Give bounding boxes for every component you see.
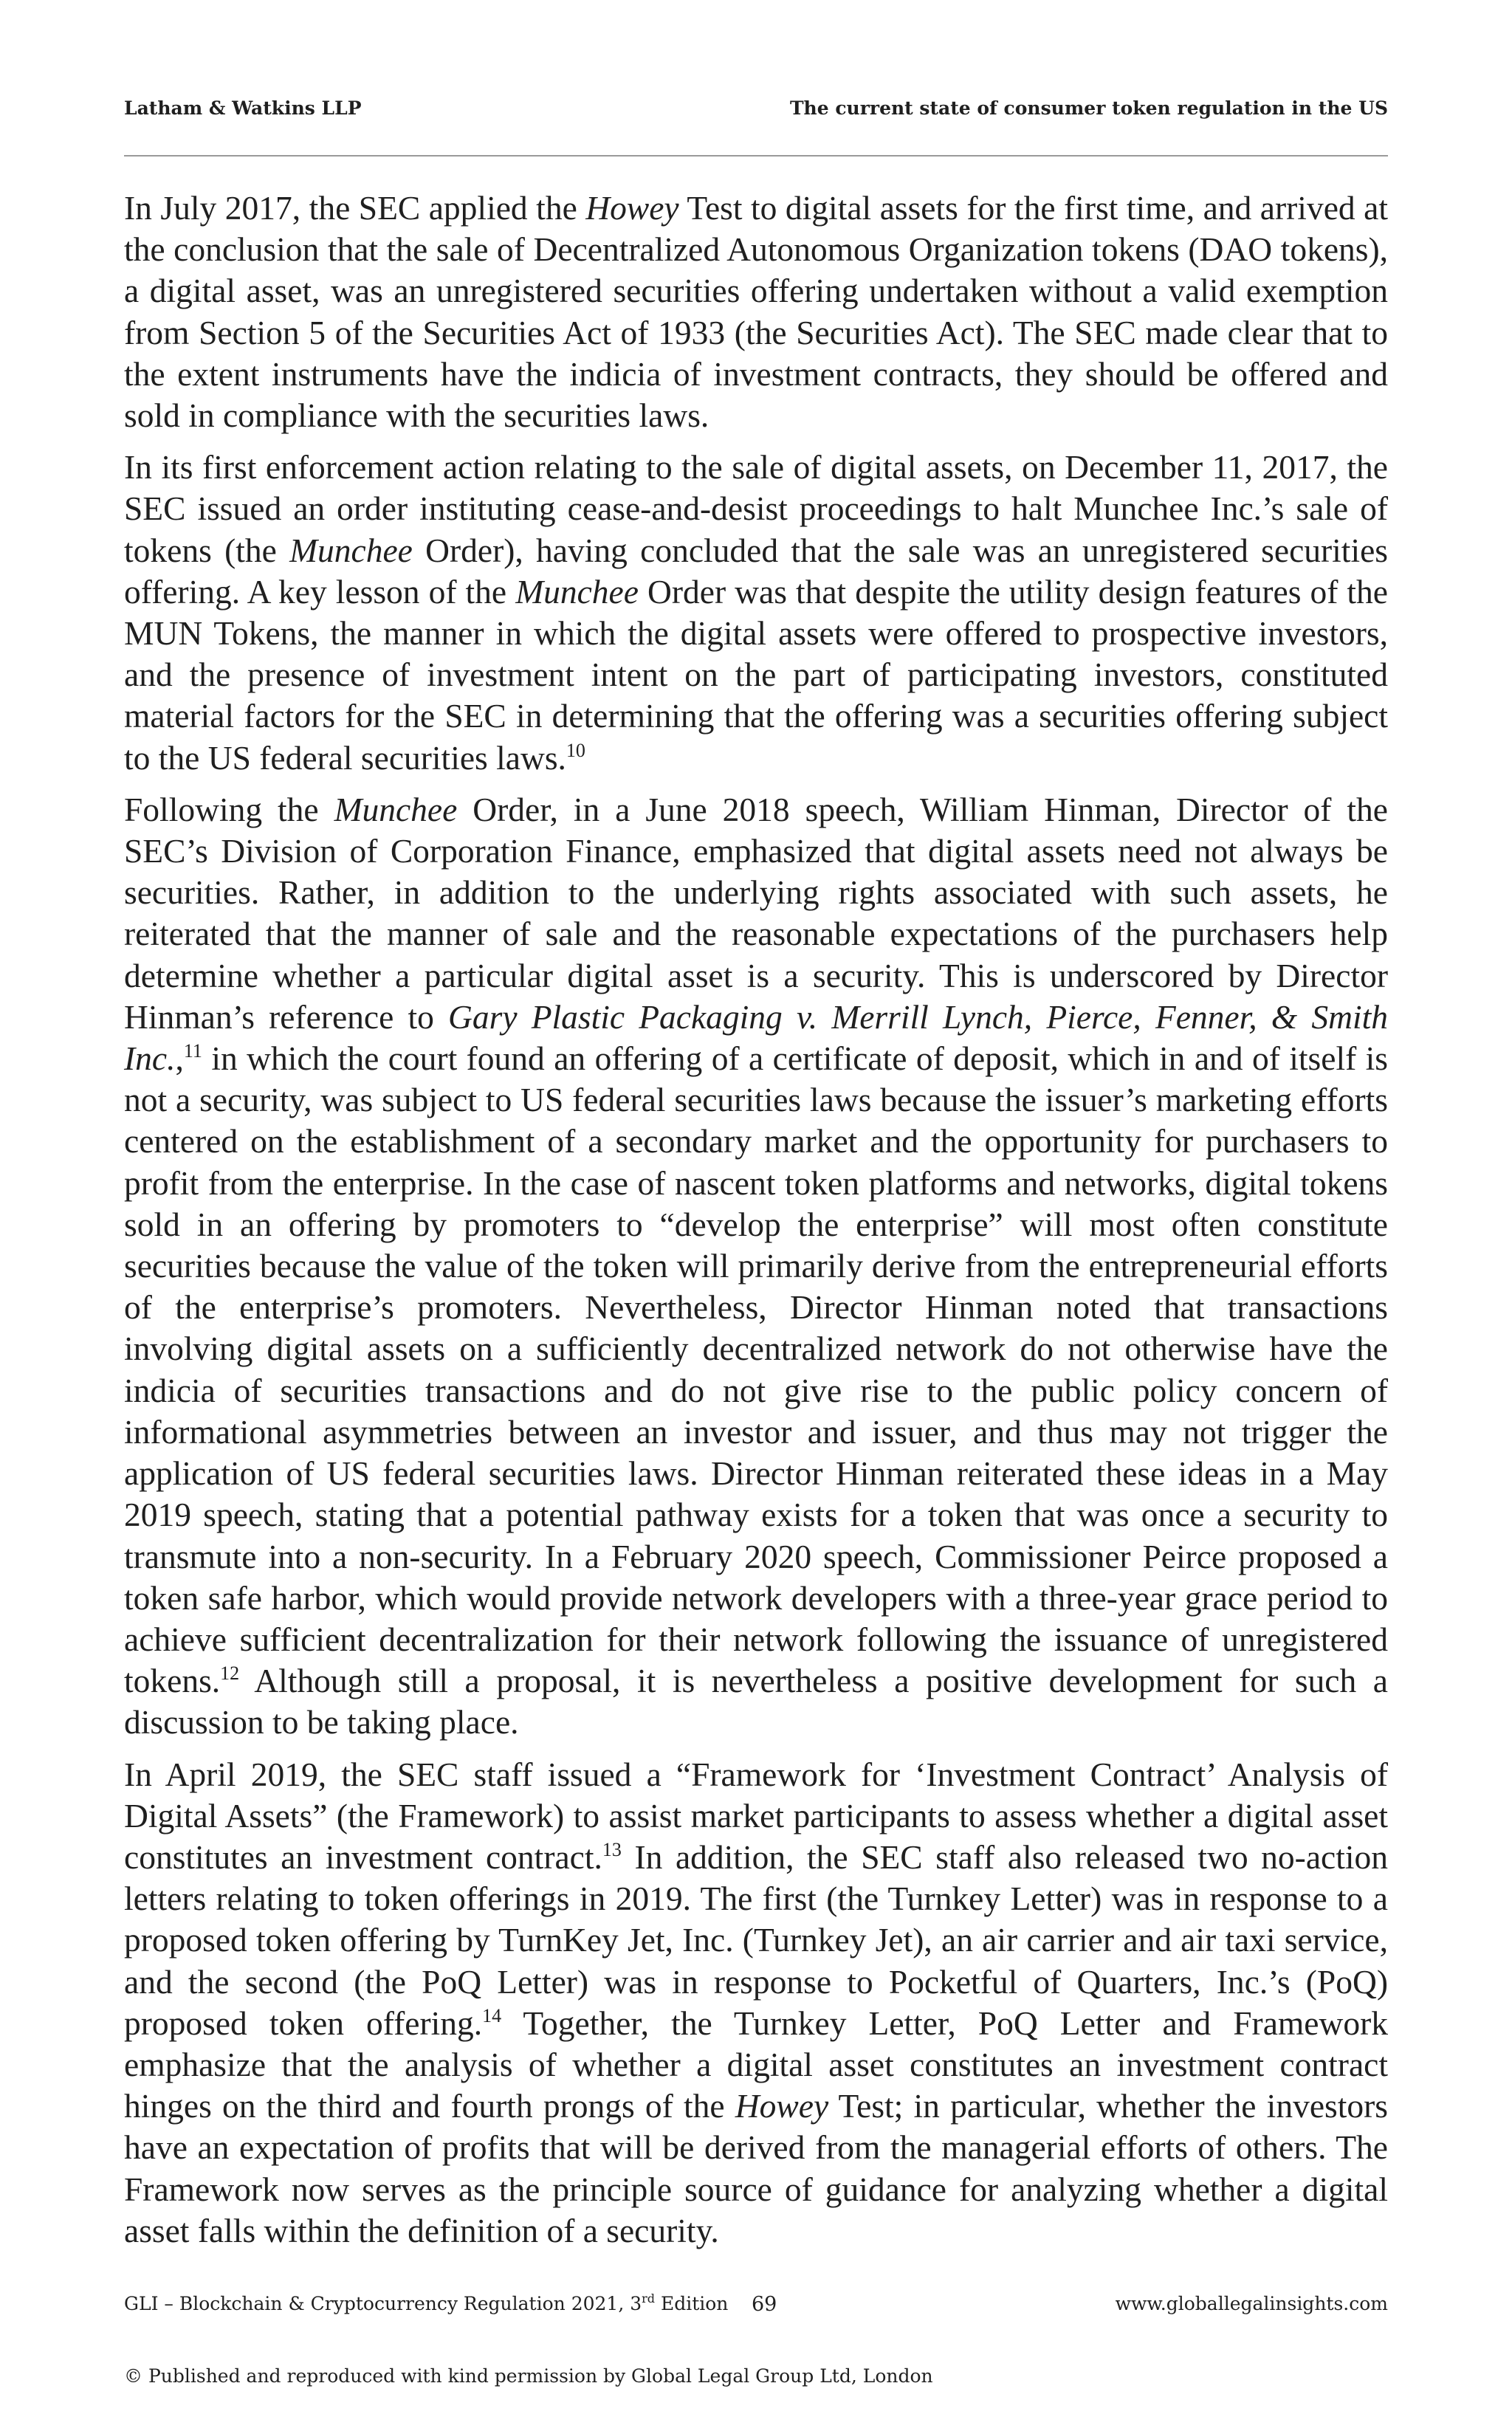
- header-firm-name: Latham & Watkins LLP: [124, 97, 362, 119]
- footnote-ref-13: 13: [602, 1838, 622, 1860]
- footnote-ref-12: 12: [220, 1662, 240, 1685]
- header-chapter-title: The current state of consumer token regulation in the US: [789, 97, 1388, 119]
- case-name-howey: Howey: [735, 2087, 829, 2125]
- footer-website: www.globallegalinsights.com: [1115, 2293, 1388, 2314]
- page-number: 69: [752, 2293, 777, 2316]
- case-name-munchee: Munchee: [334, 790, 458, 828]
- article-body: [124, 188, 1388, 2262]
- footnote-ref-14: 14: [482, 2004, 502, 2026]
- header-divider: [124, 155, 1388, 157]
- footnote-ref-10: 10: [566, 739, 585, 761]
- copyright-notice: © Published and reproduced with kind permission by Global Legal Group Ltd, London: [124, 2365, 933, 2387]
- paragraph-2: In its first enforcement action relating to the sale of digital assets, on December 11, 2017, the SEC issued an order instituting cease-and-desist proceedings to halt Munchee Inc.’s sale of tokens (the Munchee Order), having concluded that the sale was an unregistered securities offering. A key lesson of the Munchee Order was that despite the utility design features of the MUN Tokens, the manner in which the digital assets were offered to prospective investors, and the presence of investment intent on the part of participating investors, constituted material factors for the SEC in determining that the offering was a securities offering subject to the US federal securities laws.$^{10}$: [124, 448, 1388, 777]
- case-name-howey: Howey: [585, 189, 679, 227]
- case-name-munchee: Munchee: [289, 531, 413, 569]
- footnote-ref-11: 11: [183, 1040, 202, 1062]
- case-name-munchee: Munchee: [515, 572, 639, 611]
- paragraph-1: In July 2017, the SEC applied the Howey Test to digital assets for the first time, and arrived at the conclusion that the sale of Decentralized Autonomous Organization tokens (DAO tokens), a digital asset, was an unregistered securities offering undertaken without a valid exemption from Section 5 of the Securities Act of 1933 (the Securities Act). The SEC made clear that to the extent instruments have the indicia of investment contracts, they should be offered and sold in compliance with the securities laws.: [124, 189, 1388, 435]
- page-header: [124, 97, 1388, 127]
- footer-publication: GLI – Blockchain & Cryptocurrency Regulation 2021, 3rd Edition: [124, 2291, 729, 2314]
- paragraph-4: In April 2019, the SEC staff issued a “Framework for ‘Investment Contract’ Analysis of Digital Assets” (the Framework) to assist market participants to assess whether a digital asset constitutes an investment contract.$^{13}$ In addition, the SEC staff also released two no-action letters relating to token offerings in 2019. The first (the Turnkey Letter) was in response to a proposed token offering by TurnKey Jet, Inc. (Turnkey Jet), an air carrier and air taxi service, and the second (the PoQ Letter) was in response to Pocketful of Quarters, Inc.’s (PoQ) proposed token offering.$^{14}$ Together, the Turnkey Letter, PoQ Letter and Framework emphasize that the analysis of whether a digital asset constitutes an investment contract hinges on the third and fourth prongs of the Howey Test; in particular, whether the investors have an expectation of profits that will be derived from the managerial efforts of others. The Framework now serves as the principle source of guidance for analyzing whether a digital asset falls within the definition of a security.: [124, 1755, 1389, 2249]
- case-name-gary-plastic: Gary Plastic Packaging v. Merrill Lynch, Pierce, Fenner, & Smith Inc.: [124, 997, 1388, 1078]
- paragraph-3: Following the Munchee Order, in a June 2018 speech, William Hinman, Director of the SEC’s Division of Corporation Finance, emphasized that digital assets need not always be securities. Rather, in addition to the underlying rights associated with such assets, he reiterated that the manner of sale and the reasonable expectations of the purchasers help determine whether a particular digital asset is a security. This is underscored by Director Hinman’s reference to Gary Plastic Packaging v. Merrill Lynch, Pierce, Fenner, & Smith Inc.,$^{11}$ in which the court found an offering of a certificate of deposit, which in and of itself is not a security, was subject to US federal securities laws because the issuer’s marketing efforts centered on the establishment of a secondary market and the opportunity for purchasers to profit from the enterprise. In the case of nascent token platforms and networks, digital tokens sold in an offering by promoters to “develop the enterprise” will most often constitute securities because the value of the token will primarily derive from the entrepreneurial efforts of the enterprise’s promoters. Nevertheless, Director Hinman noted that transactions involving digital assets on a sufficiently decentralized network do not otherwise have the indicia of securities transactions and do not give rise to the public policy concern of informational asymmetries between an investor and issuer, and thus may not trigger the application of US federal securities laws. Director Hinman reiterated these ideas in a May 2019 speech, stating that a potential pathway exists for a token that was once a security to transmute into a non-security. In a February 2020 speech, Commissioner Peirce proposed a token safe harbor, which would provide network developers with a three-year grace period to achieve sufficient decentralization for their network following the issuance of unregistered tokens.$^{12}$ Although still a proposal, it is nevertheless a positive development for such a discussion to be taking place.: [124, 790, 1388, 1741]
- page-footer: [124, 2293, 1388, 2322]
